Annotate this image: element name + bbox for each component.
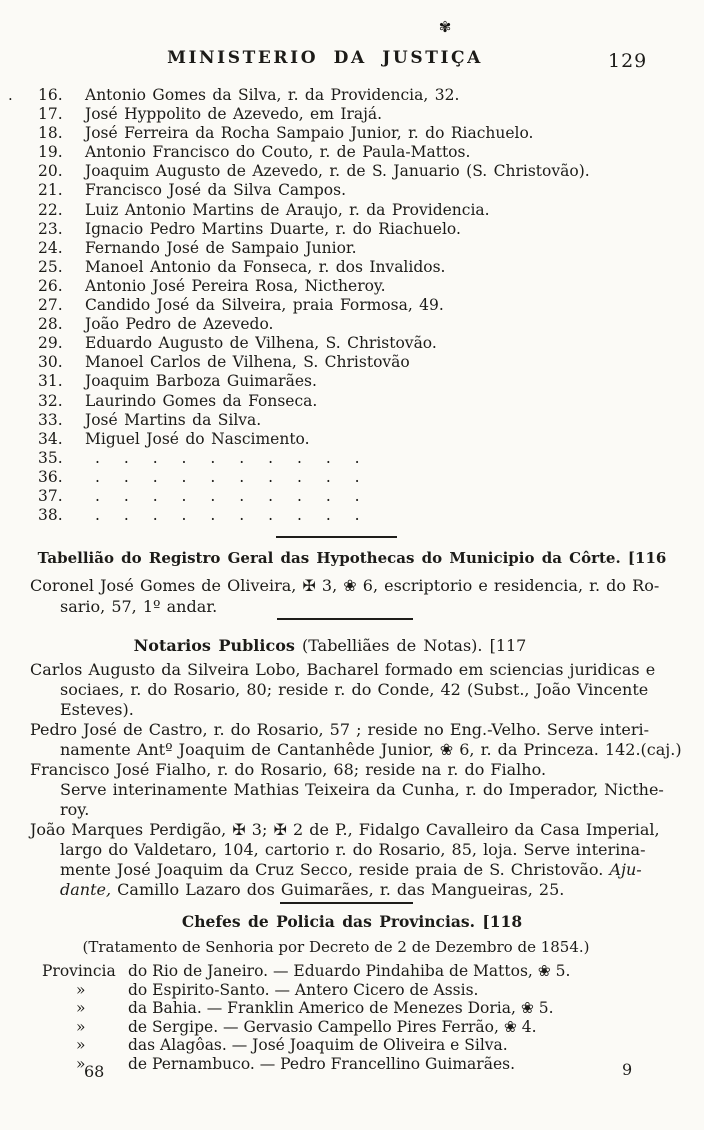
item-number: 23.	[38, 219, 63, 238]
item-number: 25.	[38, 257, 63, 276]
item-text: Antonio Francisco do Couto, r. de Paula-Mattos.	[85, 143, 471, 162]
entry-text: Serve interinamente Mathias Teixeira da Cunha, r. do Imperador, Nicthe-	[60, 780, 664, 799]
entry-line	[30, 700, 670, 720]
fleuron-icon: ✾	[438, 18, 452, 36]
notary-entry	[30, 760, 670, 820]
ditto-mark: »	[76, 1017, 86, 1036]
list-item	[0, 86, 690, 105]
item-text: Antonio Gomes da Silva, r. da Providencia, 32.	[85, 86, 460, 104]
item-number: 36.	[38, 467, 63, 486]
item-dots: . . . . . . . . . .	[95, 448, 361, 467]
registry-list	[0, 86, 690, 525]
entry-line	[30, 860, 670, 880]
item-text: Ignacio Pedro Martins Duarte, r. do Riachuelo.	[85, 219, 461, 238]
item-number: 19.	[38, 143, 63, 162]
entry-line	[30, 660, 670, 680]
list-item	[0, 162, 690, 181]
item-number: 38.	[38, 506, 63, 525]
item-number: 34.	[38, 429, 63, 448]
entry-text: Francisco José Fialho, r. do Rosario, 68; reside na r. do Fialho.	[30, 760, 547, 779]
province-row	[42, 1036, 682, 1055]
list-item	[0, 105, 690, 124]
item-number: 29.	[38, 334, 63, 353]
list-item	[0, 372, 690, 391]
province-text: do Rio de Janeiro. — Eduardo Pindahiba de Mattos, ❀ 5.	[128, 962, 571, 980]
entry-text: Camillo Lazaro dos Guimarães, r. das Mangueiras, 25.	[111, 880, 565, 899]
heading-notarios-sub: (Tabelliães de Notas). [117	[294, 636, 527, 655]
page-header	[0, 48, 650, 68]
section-divider	[276, 536, 397, 538]
item-number: 31.	[38, 372, 63, 391]
province-row	[42, 1018, 682, 1037]
list-item	[0, 334, 690, 353]
list-item	[0, 392, 690, 411]
provinces-list	[42, 962, 682, 1074]
page-number: 129	[608, 50, 648, 72]
entry-text: Pedro José de Castro, r. do Rosario, 57 ; reside no Eng.-Velho. Serve interi-	[30, 720, 650, 739]
list-item	[0, 124, 690, 143]
list-item	[0, 277, 690, 296]
item-text: Candido José da Silveira, praia Formosa, 49.	[85, 296, 444, 315]
item-text: Manoel Carlos de Vilhena, S. Christovão	[85, 353, 410, 372]
list-item	[0, 411, 690, 430]
item-number: 20.	[38, 162, 63, 181]
item-number: 26.	[38, 276, 63, 295]
list-item	[0, 353, 690, 372]
entry-text-italic: Aju-	[609, 860, 642, 879]
item-number: 24.	[38, 238, 63, 257]
section-divider	[277, 618, 413, 620]
list-item	[0, 430, 690, 449]
list-item	[0, 487, 690, 506]
heading-chefes: Chefes de Policia das Provincias. [118	[181, 912, 523, 931]
footer-signature-number: 68	[84, 1062, 105, 1081]
item-text: João Pedro de Azevedo.	[85, 315, 274, 334]
list-item	[0, 201, 690, 220]
item-number: 27.	[38, 296, 63, 315]
entry-text: Coronel José Gomes de Oliveira, ✠ 3, ❀ 6, escriptorio e residencia, r. do Ro-	[30, 576, 660, 595]
list-item	[0, 506, 690, 525]
entry-line	[30, 780, 670, 800]
entry-text: sario, 57, 1º andar.	[60, 597, 218, 616]
entry-text: largo do Valdetaro, 104, cartorio r. do Rosario, 85, loja. Serve interina-	[60, 840, 646, 859]
province-row	[42, 999, 682, 1018]
notary-entry	[30, 660, 670, 720]
ditto-mark: »	[76, 980, 86, 999]
section-divider	[280, 902, 413, 904]
entry-line	[30, 680, 670, 700]
list-item	[0, 449, 690, 468]
list-item	[0, 143, 690, 162]
item-text: Eduardo Augusto de Vilhena, S. Christovão.	[85, 334, 437, 353]
province-row	[42, 981, 682, 1000]
heading-notarios-main: Notarios Publicos	[133, 636, 295, 655]
item-text: Manoel Antonio da Fonseca, r. dos Invalidos.	[85, 257, 446, 276]
item-text: Antonio José Pereira Rosa, Nictheroy.	[85, 276, 386, 295]
heading-notarios	[0, 636, 660, 655]
entry-line	[30, 800, 670, 820]
item-number: 37.	[38, 486, 63, 505]
footer-page-indicator: 9	[622, 1060, 633, 1079]
list-item	[0, 239, 690, 258]
province-text: das Alagôas. — José Joaquim de Oliveira e Silva.	[128, 1036, 508, 1055]
item-text: Fernando José de Sampaio Junior.	[85, 238, 357, 257]
item-text: José Hyppolito de Azevedo, em Irajá.	[85, 105, 383, 124]
item-text: Luiz Antonio Martins de Araujo, r. da Providencia.	[85, 200, 490, 219]
entry-text: Esteves).	[60, 700, 134, 719]
item-number: 22.	[38, 200, 63, 219]
item-number: 18.	[38, 124, 63, 143]
entry-text: Carlos Augusto da Silveira Lobo, Bacharel formado em sciencias juridicas e	[30, 660, 656, 679]
stray-mark: .	[8, 86, 13, 104]
entry-line	[30, 720, 670, 740]
item-number: 33.	[38, 410, 63, 429]
item-text: José Martins da Silva.	[85, 410, 262, 429]
entry-line	[30, 596, 658, 617]
ditto-mark: »	[76, 1036, 86, 1055]
item-text: José Ferreira da Rocha Sampaio Junior, r. do Riachuelo.	[85, 124, 534, 143]
entry-line	[30, 760, 670, 780]
province-text: da Bahia. — Franklin Americo de Menezes Doria, ❀ 5.	[128, 999, 554, 1018]
item-text: Laurindo Gomes da Fonseca.	[85, 391, 318, 410]
item-number: 28.	[38, 315, 63, 334]
list-item	[0, 181, 690, 200]
entry-line	[30, 820, 670, 840]
province-row	[42, 962, 682, 981]
entry-text: mente José Joaquim da Cruz Secco, reside praia de S. Christovão.	[60, 860, 610, 879]
list-item	[0, 296, 690, 315]
ditto-mark: »	[76, 1054, 86, 1073]
list-item	[0, 468, 690, 487]
notaries-entries	[30, 660, 682, 900]
list-item	[0, 315, 690, 334]
notary-entry	[30, 820, 670, 900]
list-item	[0, 258, 690, 277]
item-number: 16.	[38, 86, 63, 104]
item-text: Joaquim Barboza Guimarães.	[85, 372, 317, 391]
item-number: 35.	[38, 448, 63, 467]
province-label: Provincia	[42, 962, 116, 980]
entry-line	[30, 840, 670, 860]
item-text: Francisco José da Silva Campos.	[85, 181, 347, 200]
heading-hypothecas: Tabellião do Registro Geral das Hypothecas do Municipio da Côrte. [116	[37, 549, 667, 567]
item-dots: . . . . . . . . . .	[95, 506, 361, 525]
page-title: MINISTERIO DA JUSTIÇA	[167, 48, 483, 68]
entry-text: sociaes, r. do Rosario, 80; reside r. do Conde, 42 (Subst., João Vincente	[60, 680, 649, 699]
province-row	[42, 1055, 682, 1074]
entry-text: namente Antº Joaquim de Cantanhêde Junior, ❀ 6, r. da Princeza. 142.(caj.)	[60, 740, 682, 759]
item-text: Joaquim Augusto de Azevedo, r. de S. Januario (S. Christovão).	[85, 162, 590, 181]
item-number: 30.	[38, 353, 63, 372]
ditto-mark: »	[76, 999, 86, 1018]
entry-line	[30, 575, 658, 596]
entry-text-italic: dante,	[60, 880, 112, 899]
notary-entry	[30, 720, 682, 760]
list-item	[0, 220, 690, 239]
hypothecas-entry	[30, 575, 658, 617]
province-text: de Pernambuco. — Pedro Francellino Guimarães.	[128, 1054, 516, 1073]
province-text: do Espirito-Santo. — Antero Cicero de Assis.	[128, 980, 479, 999]
item-text: Miguel José do Nascimento.	[85, 429, 310, 448]
treatment-note: (Tratamento de Senhoria por Decreto de 2 de Dezembro de 1854.)	[82, 938, 590, 956]
item-number: 21.	[38, 181, 63, 200]
entry-line	[30, 740, 682, 760]
entry-line	[30, 880, 670, 900]
item-dots: . . . . . . . . . .	[95, 486, 361, 505]
item-number: 32.	[38, 391, 63, 410]
entry-text: João Marques Perdigão, ✠ 3; ✠ 2 de P., Fidalgo Cavalleiro da Casa Imperial,	[30, 820, 660, 839]
item-number: 17.	[38, 105, 63, 124]
province-text: de Sergipe. — Gervasio Campello Pires Ferrão, ❀ 4.	[128, 1017, 537, 1036]
item-dots: . . . . . . . . . .	[95, 467, 361, 486]
entry-text: roy.	[60, 800, 90, 819]
